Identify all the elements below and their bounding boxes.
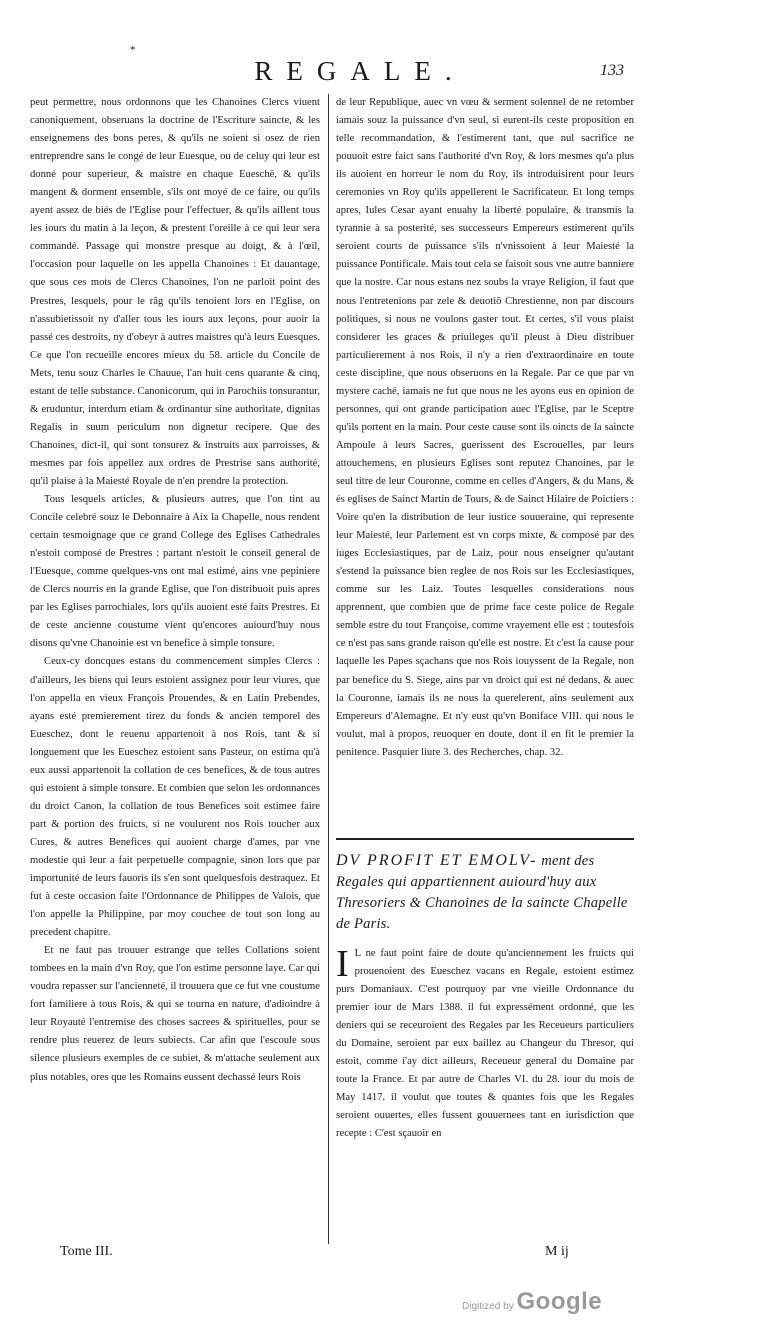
right-continuation — [336, 94, 634, 830]
page-number: 133 — [600, 62, 624, 79]
section-body — [336, 945, 634, 1245]
section-title-caps: DV PROFIT ET EMOLV- — [336, 852, 538, 869]
gathering-signature: M ij — [545, 1244, 569, 1259]
left-paragraph-2: Tous lesquels articles, & plusieurs autres, que l'on tint au Concile celebré souz le Debonnaire à Aix la Chapelle, nous rendent certain tesmoignage que ce grand College des Eglises Cathedrales n'estoit composé de Prestres : partant n'estoit le conseil general de l'Euesque, comme quelques-vns ont mal estimé, ains vne pepiniere de Clercs nourris en la grande Eglise, que l'on distribuoit puis apres par les Eglises parrochiales, lors qu'ils auoient esté faits Prestres. Et de ceste ancienne coustume vient qu'encores auiourd'huy nous disons qu'vne Chanoinie est vn benefice à simple tonsure. — [30, 494, 320, 650]
digitized-watermark — [462, 1288, 602, 1316]
digitized-prefix: Digitized by — [462, 1301, 514, 1312]
section-title — [336, 850, 634, 935]
right-column — [336, 94, 634, 1245]
google-logo: Google — [516, 1288, 603, 1315]
section-paragraph: L ne faut point faire de doute qu'anciennement les fruicts qui prouenoient des Eueschez vacans en Regale, estoient estimez purs Domaniaux. C'est pourquoy par vne vieille Ordonnance du premier iour de Mars 1388. il fut expressément ordonné, que les deniers qui se receuroient des Regales par les Receueurs particuliers du Domaine, seroient par eux baillez au Changeur du Thresor, qui estoit, comme i'ay dict ailleurs, Receueur general du Domaine par toute la France. Et par autre de Charles VI. du 28. iour du mois de May 1417. il voulut que toutes & quantes fois que les Regales seroient ouuertes, elles fussent gouuernees tant en iurisdiction que recepte : C'est sçauoir en — [336, 948, 634, 1140]
left-paragraph-3: Ceux-cy doncques estans du commencement simples Clercs : d'ailleurs, les biens qui leurs estoient assignez pour leur viures, que l'on appella en vieux François Prouendes, & en Latin Prebendes, ayans esté premierement tirez du fonds & ancien temporel des Eueschez, dont le reuenu appartenoit à nos Rois, tant & si longuement que les Eueschez estoient sans Pasteur, on estima qu'à eux aussi appartenoit la collation de ces benefices, & de tous autres qui estoient à simple tonsure. Et combien que selon les ordonnances du droict Canon, la collation de tous Benefices soit estimee faire part & portion des fruicts, si ne voulurent nos Rois toucher aux Cures, & autres Benefices qui auoient charge d'ames, par vne modestie qui leur a fait perpetuelle compagnie, sinon lors que par importunité de leurs fauoris ils s'en sont quelquesfois destraquez. Et fut à ceste occasion faite l'Ordonnance de Philippes de Valois, que l'on appelle la Philippine, par moy couchee de tout son long au precedent chapitre. — [30, 656, 320, 939]
column-divider — [328, 94, 329, 1244]
section-separator — [336, 838, 634, 840]
volume-signature: Tome III. — [60, 1244, 113, 1259]
section-title-rest: ment des Regales qui appartiennent auiourd'huy aux Thresoriers & Chanoines de la saincte Chapelle de Paris. — [336, 853, 628, 932]
right-paragraph-1: de leur Republique, auec vn vœu & serment solennel de ne retomber iamais souz la puissance d'vn seul, si eurent-ils ceste proposition en telle recommandation, & l'estimerent tant, que nul sacrifice ne pouuoit estre faict sans l'authorité d'vn Roy, & lors mesmes qu'a plus ils auoient en horreur le nom du Roy, ils introduisirent pour leurs ceremonies vn Roy qu'ils appellerent le Sacrificateur. Et long temps apres, Iules Cesar ayant enuahy la liberté populaire, & transmis la tyrannie à sa posterité, ses successeurs Empereurs estimerent qu'ils seroient courts de puissance s'ils n'vnissoient à leur Maiesté la puissance Pontificale. Mais tout cela se faisoit sous vne autre banniere que la nostre. Car nous estans nez soubs la vraye Religion, il faut que nous l'entretenions par zele & deuotiõ Chrestienne, non par discours politiques, si nous ne voulons gaster tout. Et certes, s'il vous plaist considerer les graces & priuileges qu'il pleust à Dieu distribuer particulierement à nos Rois, il n'y a rien d'extraordinaire en toute ceste discipline, que nous obseruons en la Regale. Par ce que par vn mystere caché, iamais ne fut que nous ne les ayons eus en opinion de personnes, qui ont grande participation auec l'Eglise, par le Sceptre qu'ils portent en la main. Pour ceste cause sont ils oincts de la saincte Ampoule à leurs Sacres, guerissent des Escrouelles, par leurs attouchemens, en plusieurs Eglises sont reputez Chanoines, par le seul titre de leur Couronne, comme en celles d'Angers, & du Mans, & és eglises de Sainct Martin de Tours, & de Sainct Hilaire de Poictiers : Voire qu'en la distribution de leur iustice souueraine, qui represente leur Maiesté, leur Parlement est vn corps mixte, & composé par des iuges Ecclesiastiques, par de Laiz, pour nous enseigner qu'autant s'estend la puissance bien reglee de nos Rois sur les Ecclesiastiques, comme sur les Laiz. Toutes lesquelles considerations nous apprennent, que combien que de prime face ceste police de Regale semble estre du tout Françoise, comme vrayement elle est : toutesfois ce n'est pas sans grande raison qu'elle est nostre. Et c'est la cause pour laquelle les Papes sçachans que nos Rois iouyssent de la Regale, non par benefice du S. Siege, ains par vn droict qui est né dedans, & auec la Couronne, iamais ils ne nous la querelerent, ains seulement aux Empereurs d'Alemagne. Et n'y eust qu'vn Boniface VIII. qui nous le voulut, mal à propos, reuoquer en doute, dont il en fit le premier la penitence. Pasquier liure 3. des Recherches, chap. 32. — [336, 97, 634, 758]
left-paragraph-1: peut permettre, nous ordonnons que les Chanoines Clercs viuent canoniquement, obseruans la doctrine de l'Escriture saincte, & les enseignemens des bons peres, & qu'ils ne soient si osez de rien entreprendre sans le congé de leur Euesque, ou de celuy qui leur est donné pour superieur, & maistre en chaque Eueschë, & qu'ils mangent & dorment ensemble, s'ils ont moyé de ce faire, ou qu'ils ayent assez de biés de l'Eglise pour l'effectuer, & qu'ils aillent tous les iours du matin à la leçon, & prestent l'oreille à ce qui leur sera commandé. Passage qui monstre presque au doigt, & à l'œil, l'occasion pour laquelle on les appella Chanoines : Et dauantage, que sous ces mots de Clercs Chanoines, l'on ne parloit point des Prestres, lesquels, pour le râg qu'ils tenoient lors en l'Eglise, on n'assubietissoit ny d'aller tous les iours aux leçons, pour auoir la passé ces destroits, ny d'obeyr à autres maistres qu'à leurs Euesques. Ce que l'on recueille encores mieux du 58. article du Concile de Mets, tenu souz Charles le Chauue, l'an huit cens quarante & cinq, estant de telle substance. Canonicorum, qui in Parochiis tonsurantur, & eruduntur, interdum etiam & ordinantur sine authoritate, dignitas Regalis in suum periculum non dignetur recipere. Que des Chanoines, dict-il, qui sont tonsurez & instruits aux parroisses, & mesmes par fois appellez aux ordres de Prestrise sans authorité, qu'il plaise à la Maiesté Royale de n'en prendre la protection. — [30, 97, 320, 487]
page-mark: * — [130, 44, 136, 56]
left-paragraph-4: Et ne faut pas trouuer estrange que telles Collations soient tombees en la main d'vn Roy, que l'on estime personne laye. Car qui voudra repasser sur l'ancienneté, il trouuera que ce fut vne coustume fort familiere à tous Rois, & qui se tourna en nature, d'adioindre à leur Royauté l'entremise des choses sacrees & spirituelles, pour se rendre plus reuerez de leurs subiects. Car afin que l'escoule sous silence plusieurs exemples de ce subiet, & m'attache seulement aux plus notables, ores que les Romains eussent dechassé leurs Rois — [30, 945, 320, 1083]
drop-cap: I — [336, 945, 349, 985]
running-title: REGALE. — [254, 56, 466, 86]
left-column — [30, 94, 320, 1244]
